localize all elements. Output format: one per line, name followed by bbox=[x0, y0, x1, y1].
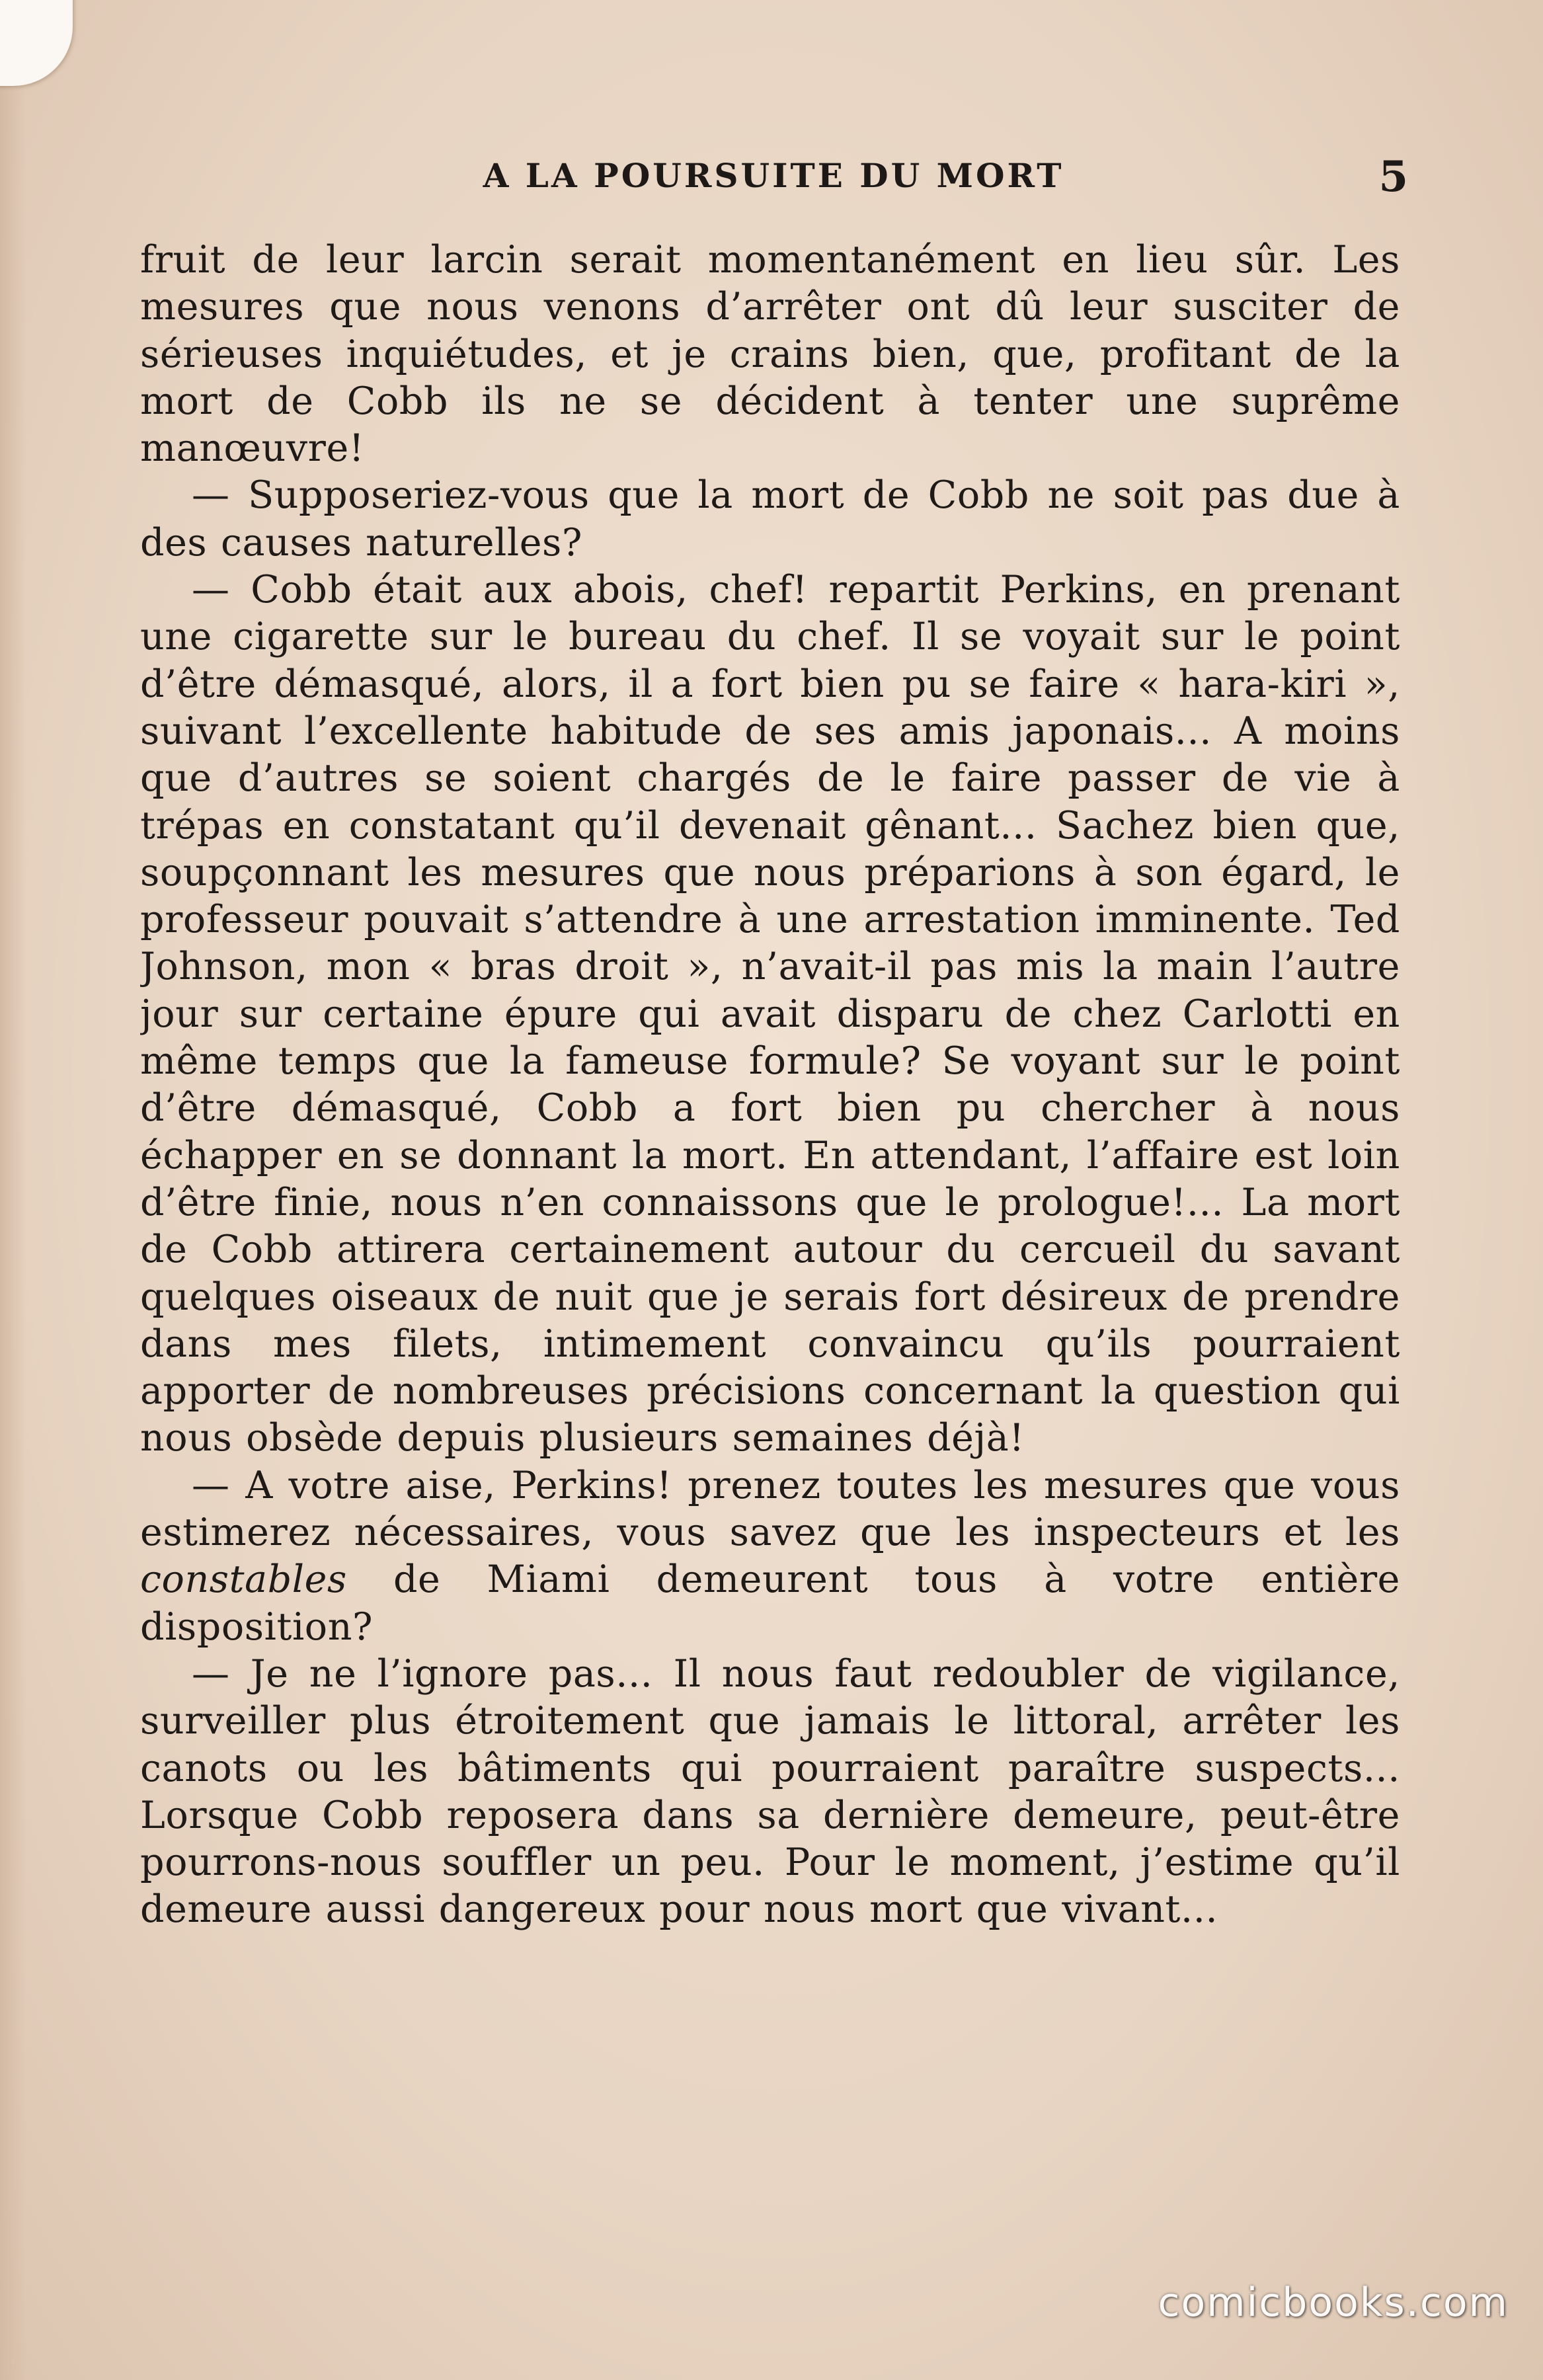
torn-corner bbox=[0, 0, 73, 86]
paragraph-4 bbox=[140, 1462, 1400, 1651]
paragraph-4-part-1: — A votre aise, Perkins! prenez toutes les mesures que vous estimerez nécessaires, vous savez que les inspecteurs et les bbox=[140, 1463, 1400, 1555]
page-edge-shadow bbox=[0, 0, 26, 2380]
paragraph-1: fruit de leur larcin serait momentanément en lieu sûr. Les mesures que nous venons d’arrêter ont dû leur susciter de sérieuses inquiétudes, et je crains bien, que, profitant de la mort de Cobb ils ne se décident à tenter une suprême manœuvre! bbox=[140, 238, 1400, 471]
paragraph-2: — Supposeriez-vous que la mort de Cobb ne soit pas due à des causes naturelles? bbox=[140, 473, 1400, 565]
paragraph-4-italic: constables bbox=[140, 1558, 347, 1602]
paragraph-4-part-2: de Miami demeurent tous à votre entière disposition? bbox=[140, 1558, 1400, 1649]
body-text bbox=[140, 237, 1400, 2180]
page-number: 5 bbox=[1378, 152, 1408, 202]
running-title: A LA POURSUITE DU MORT bbox=[483, 156, 1064, 195]
paragraph-3: — Cobb était aux abois, chef! repartit Perkins, en prenant une cigarette sur le bureau du chef. Il se voyait sur le point d’être démasqué, alors, il a fort bien pu se faire « hara-kiri », suivant l’excellente habitude de ses amis japonais... A moins que d’autres se soient chargés de le faire passer de vie à trépas en constatant qu’il devenait gênant... Sachez bien que, soupçonnant les mesures que nous préparions à son égard, le professeur pouvait s’attendre à une arrestation imminente. Ted Johnson, mon « bras droit », n’avait-il pas mis la main l’autre jour sur certaine épure qui avait disparu de chez Carlotti en même temps que la fameuse formule? Se voyant sur le point d’être démasqué, Cobb a fort bien pu chercher à nous échapper en se donnant la mort. En attendant, l’affaire est loin d’être finie, nous n’en connaissons que le prologue!... La mort de Cobb attirera certainement autour du cercueil du savant quelques oiseaux de nuit que je serais fort désireux de prendre dans mes filets, intimement convaincu qu’ils pourraient apporter de nombreuses précisions concernant la question qui nous obsède depuis plusieurs semaines déjà! bbox=[140, 568, 1400, 1460]
paragraph-5: — Je ne l’ignore pas... Il nous faut redoubler de vigilance, surveiller plus étroitement que jamais le littoral, arrêter les canots ou les bâtiments qui pourraient paraître suspects... Lorsque Cobb reposera dans sa dernière demeure, peut-être pourrons-nous souffler un peu. Pour le moment, j’estime qu’il demeure aussi dangereux pour nous mort que vivant... bbox=[140, 1651, 1400, 1932]
watermark: comicbooks.com bbox=[1158, 2280, 1509, 2326]
running-head bbox=[139, 152, 1408, 209]
